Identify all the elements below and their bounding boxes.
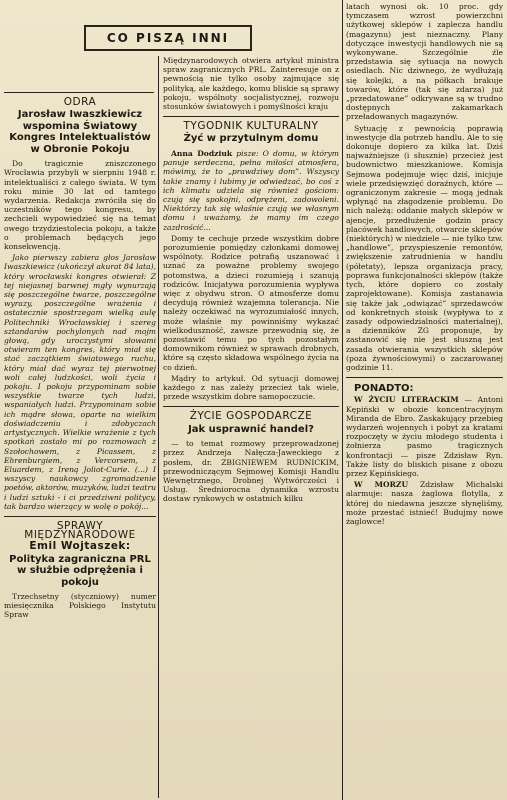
paragraph: Trzechsetny (styczniowy) numer miesięcznika Polskiego Instytutu Spraw bbox=[4, 592, 156, 620]
headline-iwaszkiewicz: Jarosław Iwaszkiewicz wspomina Światowy Kongres Intelektualistów w Obronie Pokoju bbox=[9, 109, 151, 155]
paragraph: latach wynosi ok. 10 proc. gdy tymczasem wzrost powierzchni użytkowej sklepów i zaplecza handlu (magazynu) jest nieznaczny. Plany dotyczące inwestycji handlowych nie są wykonywane. Szczególnie źle przedstawia się sytuacja na nowych osiedlach. Nic dziwnego, że wydłużają się kolejki, a na półkach brakuje towarów, które (tak się zdarza) już „przedatowane” odkrywane są w trudno dostępnych zakamarkach przeładowanych magazynów. bbox=[346, 2, 503, 122]
headline-zyc-w-domu: Żyć w przytulnym domu bbox=[183, 133, 319, 145]
paragraph: Sytuację z pewnością poprawią inwestycje dla potrzeb handlu. Ale to się dokonuje dopiero za kilka lat. Dziś najważniejsze (i słusznie) przecież jest budownictwo mieszkaniowe. Komisja Sejmowa podejmuje więc dziś, inicjuje wiele przedsięwzięć doraźnych, które — ograniczonym zakresie — mogą jednak wpłynąć na złagodzenie problemu. Do nich należą: oddanie małych sklepów w ajencje, przedłużenie godzin pracy placówek handlowych, otwarcie sklepów (niektórych) w niedziele — nie tylko tzw. „handlowe”, przyspieszenie remontów, zwiększenie zatrudnienia w handlu (półetaty), lepsza organizacja pracy, poprawa funkcjonalności sklepów (także tych, które dopiero co zostały zaprojektowane). Komisja zastanawia się także jak „odwiązać” sprzedawców od konkretnych stoisk (wypływa to z zasady odpowiedzialności materialnej), a dzienników ZG proponuje, by zastanowić się nie jest słuszną jest zasada otwierania wszystkich sklepów (poza żywnościowymi) o zaczarowanej godzinie 11. bbox=[346, 123, 503, 372]
column-left bbox=[4, 98, 156, 622]
paragraph: Międzynarodowych otwiera artykuł ministra spraw zagranicznych PRL. Zainteresuje on z pewnością nie tylko osoby zajmujące się polityką, ale każdego, komu bliskie są sprawy pokoju, wspólnoty socjalistycznej, rozwoju stosunków światowych i pomyślności kraju bbox=[163, 56, 339, 112]
paragraph: — to temat rozmowy przeprowadzonej przez Andrzeja Nałęcza-Jaweckiego z posłem, dr. ZBIGNIEWEM RUDNICKIM, przewodniczącym Sejmowej Komisji Handlu Wewnętrznego, Drobnej Wytwórczości i Usług. Średniorocna dynamika wzrostu dostaw rynkowych w ostatnich kilku bbox=[163, 439, 339, 504]
section-rule bbox=[346, 377, 503, 378]
column-masthead bbox=[84, 25, 252, 51]
masthead-title: CO PISZĄ INNI bbox=[106, 31, 230, 45]
section-title-zycie: ŻYCIE GOSPODARCZE bbox=[189, 410, 313, 423]
headline-polityka: Polityka zagraniczna PRL w służbie odprężenia i pokoju bbox=[9, 553, 151, 588]
column-rule bbox=[158, 56, 159, 798]
section-title-ponadto: PONADTO: bbox=[354, 383, 414, 395]
ponadto-text: — Antoni Kępiński w obozie koncentracyjnym Miranda de Ebro. Zaskakujący przebieg wydarzeń wojennych i pobyt za kratami rozpoczęty w życiu młodego studenta i żołnierza pasmo tragicznych konfrontacji — pisze Zdzisław Ryn. Także listy do bliskich pisane z obozu przez Kępińskiego. bbox=[346, 395, 503, 478]
ponadto-text: Zdzisław Michalski alarmuje: nasza żaglowa flotylla, z której do niedawna jeszcze słynęliśmy, może przestać istnieć! Budujmy nowe żaglowce! bbox=[346, 480, 503, 526]
headline-handel: Jak usprawnić handel? bbox=[188, 423, 314, 435]
paragraph: pisze: O domu, w którym panuje serdeczna, pełna miłości atmosfera, mówimy, że to „prawdziwy dom”. Wszyscy takie znamy i lubimy je odwiedzać, bo coś z ich klimatu udziela się również gościom: czują się spokojni, odprężeni, zadowoleni. Niektórzy tak się właśnie czują we własnym domu i uważamy, że mamy im czego zazdrościć... bbox=[163, 148, 340, 232]
section-rule bbox=[4, 516, 156, 517]
ponadto-label: W MORZU bbox=[354, 480, 409, 490]
section-rule bbox=[163, 406, 339, 407]
section-title-odra: ODRA bbox=[63, 96, 97, 108]
byline-wojtaszek: Emil Wojtaszek: bbox=[29, 540, 131, 553]
column-right bbox=[346, 2, 503, 528]
byline-dodziuk: Anna Dodziuk bbox=[171, 148, 233, 158]
paragraph: Jako pierwszy zabiera głos Jarosław Iwaszkiewicz (ukończył akurat 84 lata), który wrocławski kongres otwierał: Z tej niejasnej barwnej mgły wynurzają się poszczególne twarze, poszczególne wyrazy, poszczególne wrażenia i ostatecznie spostrzegam wielką aulę Politechniki Wrocławskiej i szereg sztandarów pochylonych nad mojm głową, gdy uroczystymi słowami otwieram ten kongres, który miał się stać zaczątkiem światowego ruchu, który miał dać wyraz tej pierwotnej woli całej ludzkości, woli życia i pokoju. I pokoju przypominam sobie wszystkie twarze tych ludzi, wspaniałych ludzi. Przypominam sobie ich mądre słowa, oparte na wielkim doświadczeniu i zdobyczach artystycznych. Wielkie wrażenie z tych spotkań zostało mi po rozmowach z Szołochowem, z Picassem, z Ehrenburgiem, z Vercorsem, z Eluardem, z Ireną Joliot-Curie. (...) I wszyscy naukowcy zgromadzenie poetów, aktorów, muzyków, ludzi teatru i ludzi sztuki - i ci przedziwni politycy, tak bardzo wierzący w wolę o pokój... bbox=[4, 253, 157, 511]
section-rule bbox=[163, 116, 339, 117]
section-rule bbox=[4, 92, 154, 93]
ponadto-label: W ŻYCIU LITERACKIM bbox=[354, 395, 459, 405]
paragraph: Mądry to artykuł. Od sytuacji domowej każdego z nas zależy przecież tak wiele, przede wszystkim dobre samopoczucie. bbox=[163, 373, 339, 402]
paragraph: Domy te cechuje przede wszystkim dobre porozumienie pomiędzy członkami domowej wspólnoty. Rodzice potrafią uszanować i uznać za poważne problemy swojego potomstwa, a dzieci rozumieją i szanują rodziców. Inicjatywa porozumienia wypływa więc z obydwu stron. O atmosferze domu decydują również wzajemna tolerancja. Nie należy oczekiwać na wyrozumiałość innych, może właśnie my powinniśmy wykazać wielkoduszność, zawsze przewodnią się, że pozostawić temu po tych pozostałym domownikom również w sprawach drobnych, które są często składowa wspólnego życia na co dzień. bbox=[163, 233, 339, 372]
column-rule bbox=[342, 0, 343, 800]
section-title-sprawy: SPRAWY MIĘDZYNARODOWE bbox=[24, 519, 136, 542]
paragraph: Do tragicznie zniszczonego Wrocławia przybyli w sierpniu 1948 r. intelektualiści z całego świata. W tym roku minie 30 lat od tamtego wydarzenia. Redakcja zwróciła się do uczestników tego kongresu, by zechcieli wypowiedzieć się na temat owego trzydziestolecia pokoju, a także o problemach będących jego konsekwencją. bbox=[4, 159, 156, 252]
section-title-tygodnik: TYGODNIK KULTURALNY bbox=[183, 120, 319, 133]
column-middle bbox=[163, 56, 339, 506]
